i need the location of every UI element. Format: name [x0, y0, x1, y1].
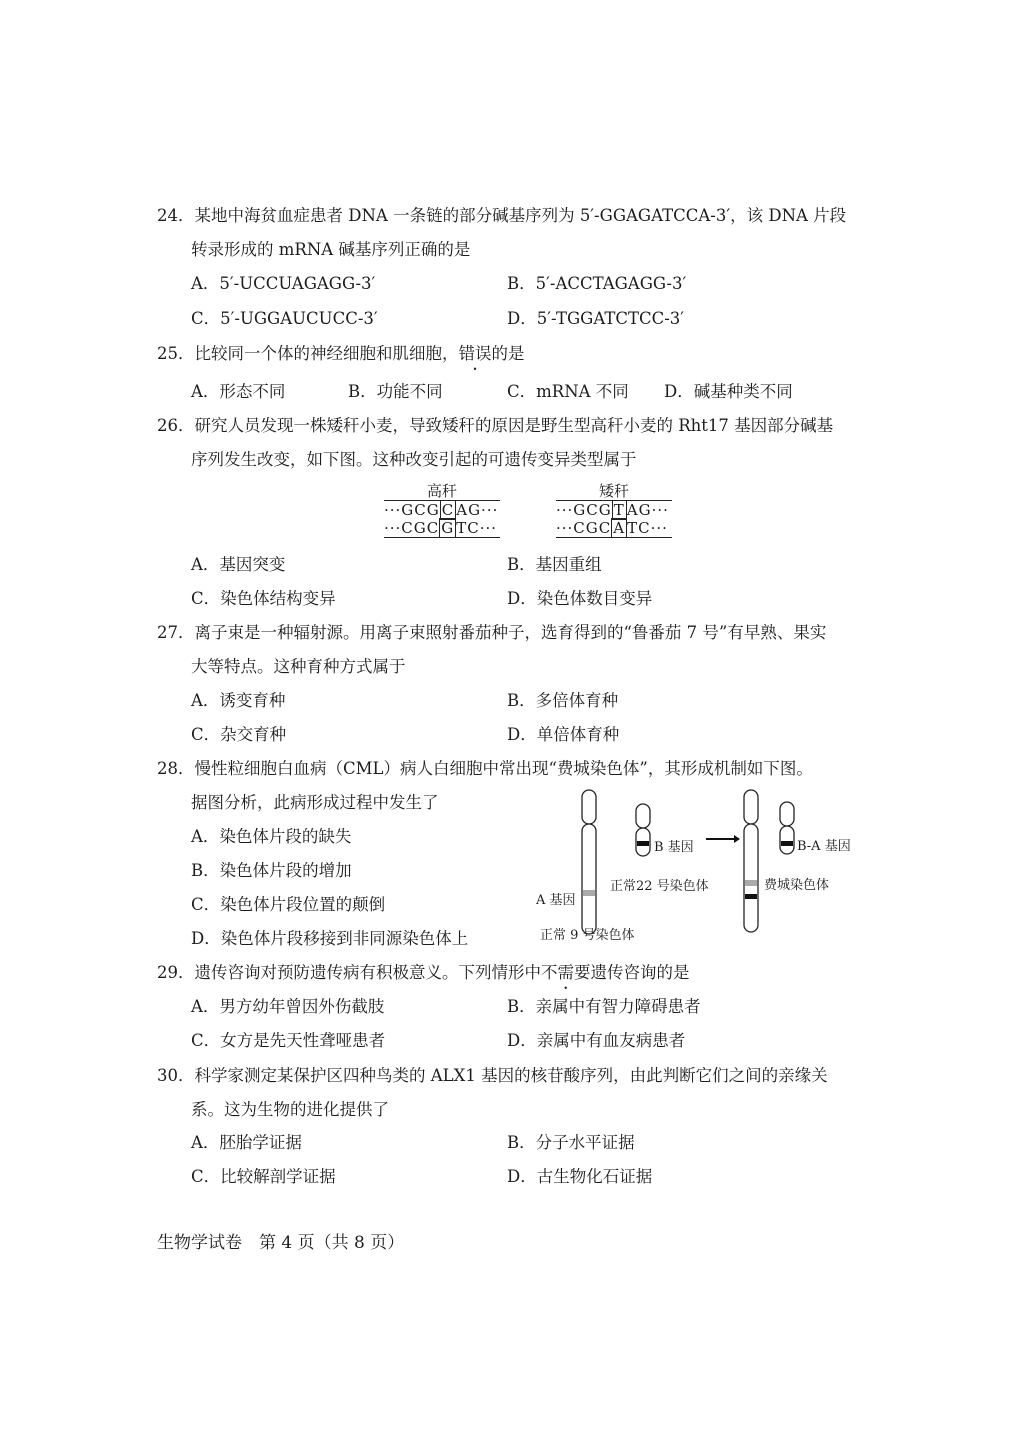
dna-tall-figure: [384, 482, 500, 538]
q29-option-c: C．女方是先天性聋哑患者: [191, 1031, 386, 1050]
q27-option-d: D．单倍体育种: [507, 725, 620, 744]
q25-emphasis: 错误: [458, 344, 492, 363]
chromosome-22: [636, 804, 650, 856]
dna-short-bot-mut: A: [613, 519, 626, 537]
q30-option-b: B．分子水平证据: [507, 1133, 635, 1152]
dna-short-figure: [556, 482, 672, 538]
philadelphia-chromosome: [780, 802, 794, 854]
q29-emphasis: 不需要: [541, 963, 591, 982]
dna-short-caption: 矮秆: [598, 482, 629, 500]
q28-stem-line1: 28．慢性粒细胞白血病（CML）病人白细胞中常出现“费城染色体”，其形成机制如下图。: [157, 759, 813, 778]
q30-option-d: D．古生物化石证据: [507, 1167, 653, 1186]
q24-option-c: C．5′-UGGAUCUCC-3′: [191, 309, 378, 328]
q27-option-b: B．多倍体育种: [507, 691, 619, 710]
q27-stem-line2: 大等特点。这种育种方式属于: [191, 657, 406, 676]
q29-stem-pre: 29．遗传咨询对预防遗传病有积极意义。下列情形中: [157, 963, 541, 982]
q26-option-d: D．染色体数目变异: [507, 589, 653, 608]
dna-short-top-strand: ···GCG T AG···: [556, 501, 669, 519]
q26-stem-line2: 序列发生改变，如下图。这种改变引起的可遗传变异类型属于: [191, 450, 637, 469]
label-gene-a: A 基因: [536, 893, 576, 908]
q25-stem-pre: 25．比较同一个体的神经细胞和肌细胞，: [157, 344, 459, 363]
dna-tall-caption: 高秆: [426, 482, 457, 500]
q24-option-a: A．5′-UCCUAGAGG-3′: [191, 274, 376, 293]
dna-tall-bottom-strand: ···CGC G TC···: [384, 519, 498, 537]
q28-option-b: B．染色体片段的增加: [191, 861, 352, 880]
q24-option-d: D．5′-TGGATCTCC-3′: [507, 309, 685, 328]
q30-stem-line2: 系。这为生物的进化提供了: [191, 1100, 389, 1119]
q26-stem-line1: 26．研究人员发现一株矮秆小麦，导致矮秆的原因是野生型高秆小麦的 Rht17 基因部分碱基: [157, 416, 834, 435]
q27-option-c: C．杂交育种: [191, 725, 287, 744]
label-philadelphia: 费城染色体: [764, 878, 830, 893]
q24-stem-line2: 转录形成的 mRNA 碱基序列正确的是: [191, 240, 471, 259]
q28-option-d: D．染色体片段移接到非同源染色体上: [191, 929, 469, 948]
q25-option-a: A．形态不同: [191, 382, 286, 401]
q25-option-c: C．mRNA 不同: [507, 382, 629, 401]
chromosome-9-derivative: [744, 790, 758, 932]
q28-option-a: A．染色体片段的缺失: [191, 827, 352, 846]
q29-option-d: D．亲属中有血友病患者: [507, 1031, 686, 1050]
q29-option-b: B．亲属中有智力障碍患者: [507, 997, 701, 1016]
q30-option-c: C．比较解剖学证据: [191, 1167, 336, 1186]
q24-option-b: B．5′-ACCTAGAGG-3′: [507, 274, 687, 293]
chromosome-translocation-diagram: [530, 786, 850, 946]
q26-option-b: B．基因重组: [507, 555, 602, 574]
arrow-icon: [706, 835, 740, 843]
chromosome-9: [582, 790, 596, 934]
q27-stem-line1: 27．离子束是一种辐射源。用离子束照射番茄种子，选育得到的“鲁番茄 7 号”有早熟、果实: [157, 623, 827, 642]
q30-option-a: A．胚胎学证据: [191, 1133, 302, 1152]
q28-option-c: C．染色体片段位置的颠倒: [191, 895, 386, 914]
q25-option-b: B．功能不同: [348, 382, 443, 401]
dna-tall-bot-mut: G: [441, 519, 455, 537]
q27-option-a: A．诱变育种: [191, 691, 286, 710]
dna-tall-top-mut: C: [441, 501, 455, 519]
label-chr22: 正常22 号染色体: [610, 879, 709, 894]
q26-option-a: A．基因突变: [191, 555, 286, 574]
q29-stem-post: 遗传咨询的是: [590, 963, 690, 982]
dna-short-bottom-strand: ···CGC A TC···: [556, 519, 668, 537]
q29-option-a: A．男方幼年曾因外伤截肢: [191, 997, 385, 1016]
page-footer: 生物学试卷 第 4 页（共 8 页）: [157, 1233, 405, 1253]
q24-stem-line1: 24．某地中海贫血症患者 DNA 一条链的部分碱基序列为 5′-GGAGATCCA-3′，该 DNA 片段: [157, 206, 847, 225]
q30-stem-line1: 30．科学家测定某保护区四种鸟类的 ALX1 基因的核苷酸序列，由此判断它们之间的亲缘关: [157, 1066, 828, 1085]
label-gene-b: B 基因: [654, 840, 694, 855]
q25-stem: [157, 342, 525, 366]
q25-option-d: D．碱基种类不同: [664, 382, 793, 401]
q25-stem-post: 的是: [491, 344, 525, 363]
label-gene-ba: B-A 基因: [797, 839, 851, 854]
label-chr9: 正常 9 号染色体: [540, 928, 635, 943]
q26-option-c: C．染色体结构变异: [191, 589, 336, 608]
q28-stem-line2: 据图分析，此病形成过程中发生了: [191, 793, 439, 812]
dna-tall-top-strand: ···GCG C AG···: [384, 501, 499, 519]
dna-short-top-mut: T: [613, 501, 625, 519]
q29-stem: [157, 961, 690, 985]
